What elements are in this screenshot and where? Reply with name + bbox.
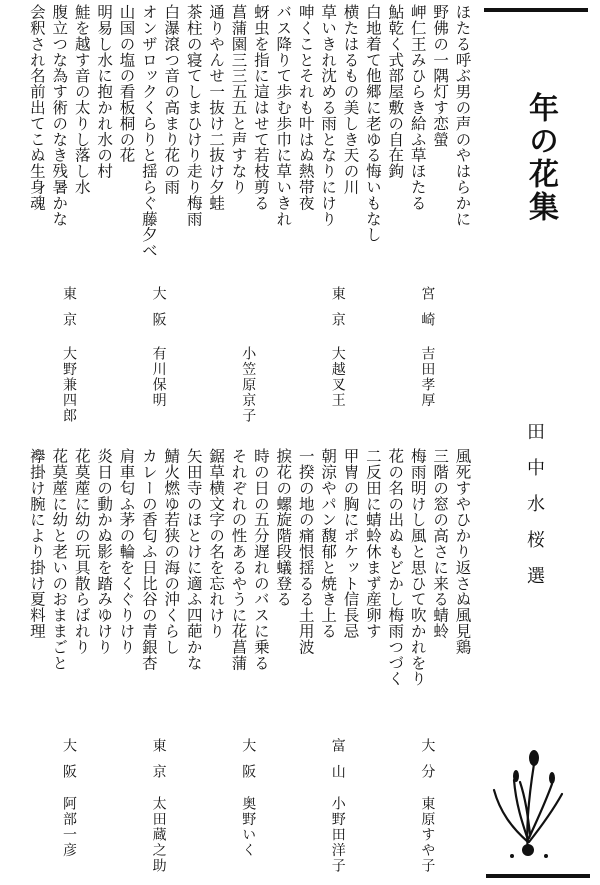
poem-line: 山国の塩の看板桐の花 — [117, 4, 136, 163]
poem-line: 梅雨明けし風と思ひて吹かれをり — [408, 448, 427, 687]
poem-line: それぞれの性あるやうに花菖蒲 — [229, 448, 248, 671]
poem-line: オンザロックくらりと揺らぐ藤夕べ — [139, 4, 158, 259]
poem-line: バス降りて歩む歩巾に草いきれ — [274, 4, 293, 227]
poem-line: 呻くことそれも叶はぬ熱帯夜 — [296, 4, 315, 211]
author-place: 大阪 — [61, 738, 77, 790]
page-title: 年の花集 — [523, 92, 558, 224]
poem-line: カレーの香匂ふ日比谷の青銀杏 — [139, 448, 158, 671]
poem-line: 二反田に蜻蛉休まず産卵す — [363, 448, 382, 639]
poem-line: 三階の窓の高さに来る蜻蛉 — [431, 448, 450, 639]
author-name: 阿部一彦 — [61, 796, 77, 858]
poem-line: 襷掛け腕により掛け夏料理 — [27, 448, 46, 639]
poem-line: 甲冑の胸にポケット信長忌 — [341, 448, 360, 639]
author-place: 東京 — [150, 738, 167, 790]
poem-line: ほたる呼ぶ男の声のやはらかに — [453, 4, 472, 227]
author-name: 小笠原京子 — [240, 346, 257, 424]
author-place: 大阪 — [240, 738, 257, 790]
poem-line: 白瀑滾つ音の高まり花の雨 — [162, 4, 181, 195]
poem-line: 菖蒲園三三五五と声すなり — [229, 4, 248, 195]
poem-line: 鯖火燃ゆ若狭の海の沖くらし — [162, 448, 181, 655]
author-place: 東京 — [61, 286, 77, 338]
author-place: 富山 — [329, 738, 346, 790]
author-name: 大野兼四郎 — [61, 346, 77, 424]
author-place: 宮崎 — [419, 286, 436, 338]
poem-line: 草いきれ沈める雨となりにけり — [319, 4, 338, 227]
poem-line: 白地着て他郷に老ゆる悔いもなし — [363, 4, 382, 243]
author-name: 大越叉王 — [329, 346, 346, 408]
author-name: 有川保明 — [150, 346, 167, 408]
poem-line: 野佛の一隅灯す恋螢 — [431, 4, 450, 148]
poem-line: 一揆の地の痛恨揺るる土用波 — [296, 448, 315, 655]
poem-line: 花莫蓙に幼と老いのおままごと — [50, 448, 69, 671]
author-name: 東原すや子 — [419, 796, 436, 874]
poem-line: 蚜虫を指に這はせて若枝剪る — [251, 4, 270, 211]
poem-line: 花莫蓙に幼の玩具散らばれり — [72, 448, 91, 655]
poem-line: 会釈され名前出てこぬ生身魂 — [27, 4, 46, 211]
poem-line: 鮭を越す音の太りし落し水 — [72, 4, 91, 195]
poem-line: 風死すやひかり返さぬ風見鶏 — [453, 448, 472, 655]
top-rule — [484, 8, 588, 12]
author-place: 東京 — [329, 286, 346, 338]
poem-line: 捩花の螺旋階段蟻登る — [274, 448, 293, 607]
poem-line: 明易し水に抱かれ水の村 — [95, 4, 114, 179]
author-place: 大阪 — [150, 286, 167, 338]
selector-name: 田中水桜選 — [524, 422, 545, 602]
flower-illustration-icon — [492, 742, 564, 862]
poem-line: 岬仁王みひらき給ふ草ほたる — [408, 4, 427, 211]
poem-line: 鮎乾く式部屋敷の自在鉤 — [386, 4, 405, 179]
poem-line: 茶柱の寝てしまひけり走り梅雨 — [184, 4, 203, 227]
author-name: 吉田孝厚 — [419, 346, 436, 408]
author-name: 奥野いく — [240, 796, 257, 858]
poem-line: 時の日の五分遅れのバスに乗る — [251, 448, 270, 671]
author-name: 太田蔵之助 — [150, 796, 167, 874]
poem-line: 肩車匂ふ茅の輪をくぐりけり — [117, 448, 136, 655]
poem-line: 炎日の動かぬ影を踏みゆけり — [95, 448, 114, 655]
author-name: 小野田洋子 — [329, 796, 346, 874]
poem-line: 矢田寺のほとけに適ふ四葩かな — [184, 448, 203, 671]
bottom-rule — [486, 874, 590, 878]
poem-line: 鋸草横文字の名を忘れけり — [207, 448, 226, 639]
poem-line: 横たはるもの美しき天の川 — [341, 4, 360, 195]
author-place: 大分 — [419, 738, 436, 790]
poem-line: 花の名の出ぬもどかし梅雨つづく — [386, 448, 405, 687]
poem-line: 朝涼やパン馥郁と焼き上る — [319, 448, 338, 639]
poem-line: 腹立つな為す術のなき残暑かな — [50, 4, 69, 227]
poem-line: 通りやんせ一抜け二抜け夕蛙 — [207, 4, 226, 211]
